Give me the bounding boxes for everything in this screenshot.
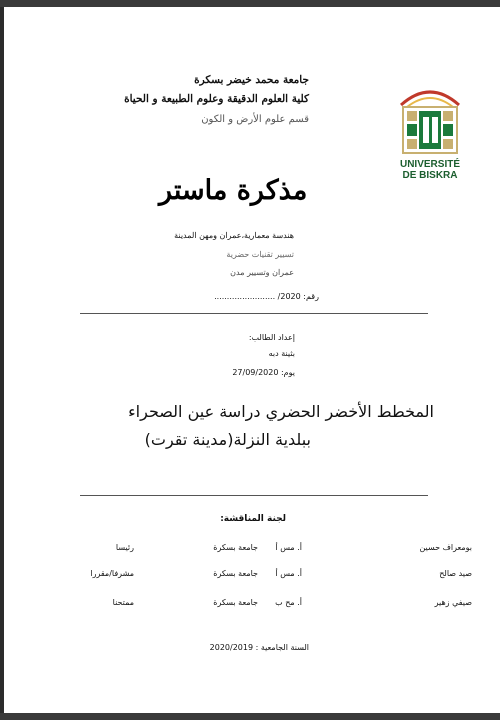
specialty-line-3: عمران وتسيير مدن [230,268,294,277]
date-label: يوم: [280,368,295,377]
jury-member-name: صيد صالح [439,569,472,578]
logo-text-line1: UNIVERSITÉ [399,159,460,170]
defense-date [232,368,295,377]
viewer-bottom-bar [0,713,500,720]
department-name: قسم علوم الأرض و الكون [201,114,309,125]
number-label: رقم: [303,292,319,301]
university-logo [393,75,467,185]
jury-member-name: بومعراف حسين [419,543,472,552]
faculty-name: كلية العلوم الدقيقة وعلوم الطبيعة و الحياة [124,93,309,105]
prepared-by-label: إعداد الطالب: [248,333,295,342]
jury-member-rank: أ. مح ب [275,598,302,607]
jury-member-institution: جامعة بسكرة [213,569,258,578]
jury-member-name: صيفي زهير [434,598,472,607]
divider-bottom [80,495,428,496]
jury-member-role: رئيسا [115,543,134,552]
logo-text-line2: DE BISKRA [402,170,458,181]
thesis-title-line-1: المخطط الأخضر الحضري دراسة عين الصحراء [128,402,434,421]
document-type-heading: مذكرة ماستر [159,175,308,206]
academic-year: السنة الجامعية : 2020/2019 [209,643,309,652]
number-value: ........................ /2020 [214,292,301,301]
viewer-top-bar [0,0,500,7]
jury-member-institution: جامعة بسكرة [213,543,258,552]
document-number [214,292,319,301]
jury-member-rank: أ. مس أ [275,569,302,578]
specialty-line-1: هندسة معمارية،عمران ومهن المدينة [174,231,294,240]
document-page [4,7,500,713]
date-value: 27/09/2020 [232,368,279,377]
jury-member-role: ممتحنا [112,598,134,607]
specialty-line-2: تسيير تقنيات حضرية [226,250,294,259]
jury-heading: لجنة المناقشة: [220,514,286,524]
university-name: جامعة محمد خيضر بسكرة [194,74,309,86]
divider-top [80,313,428,314]
student-name: بثينة دبه [268,349,295,358]
jury-member-institution: جامعة بسكرة [213,598,258,607]
university-emblem-icon [393,75,467,155]
thesis-title-line-2: ببلدية النزلة(مدينة تقرت) [144,430,311,449]
jury-member-rank: أ. مس أ [275,543,302,552]
jury-member-role: مشرفا/مقررا [90,569,134,578]
